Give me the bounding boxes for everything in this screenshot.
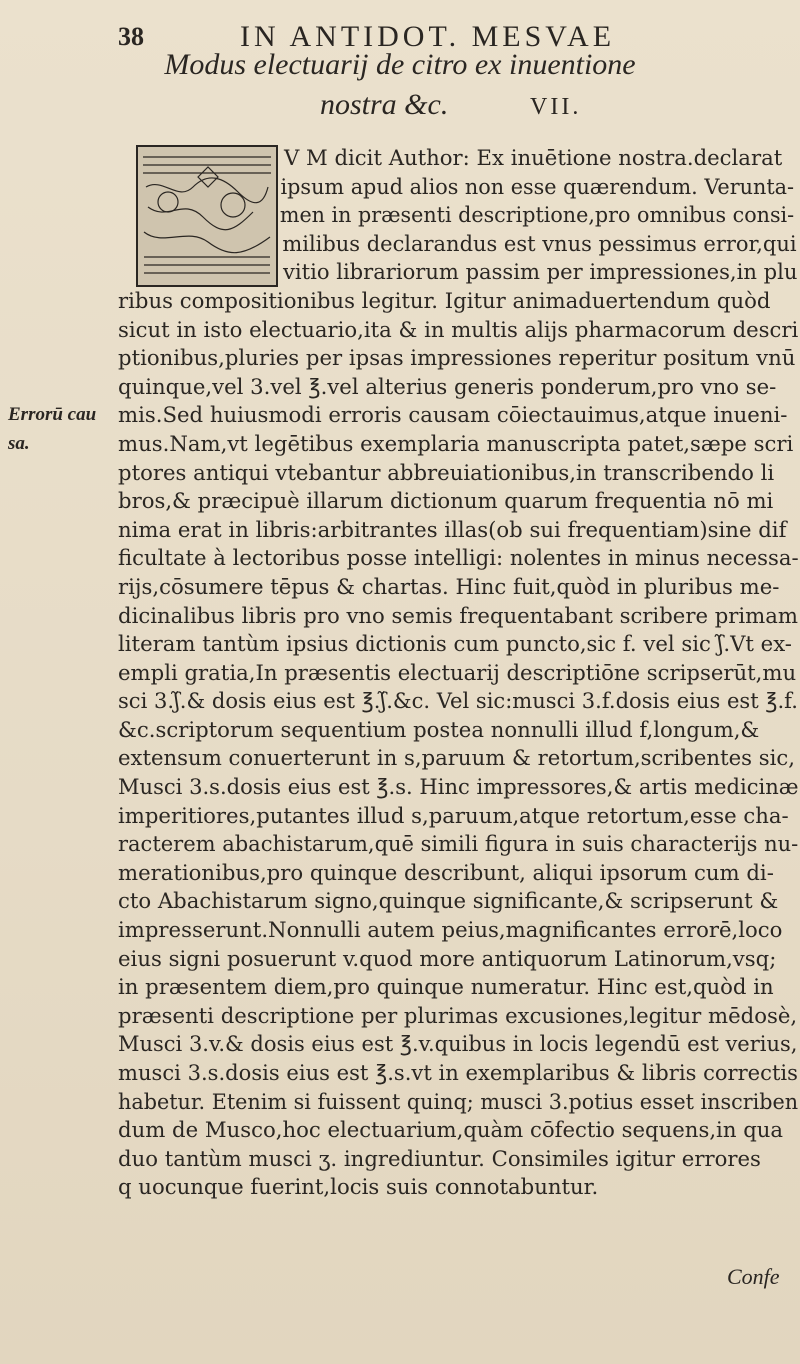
text-line: sicut in isto electuario,ita & in multis alijs pharmacorum descri [118, 316, 799, 342]
text-line: ficultate à lectoribus posse intelligi: nolentes in minus necessa- [118, 545, 799, 571]
text-line: ptores antiqui vtebantur abbreuiationibus,in transcribendo li [118, 459, 775, 485]
text-line: impresserunt.Nonnulli autem peius,magnificantes errorē,loco [118, 917, 783, 943]
text-line: mus.Nam,vt legētibus exemplaria manuscripta patet,sæpe scri [118, 430, 794, 456]
text-line: duo tantùm musci ʒ. ingrediuntur. Consimiles igitur errores [118, 1145, 761, 1171]
folio-number: 38 [118, 22, 144, 51]
page-header [0, 12, 800, 52]
text-line: imperitiores,putantes illud s,paruum,atque retortum,esse cha- [118, 802, 789, 828]
text-line: ptionibus,pluries per ipsas impressiones reperitur positum vnū [118, 345, 796, 371]
text-line: &c.scriptorum sequentium postea nonnulli illud f,longum,& [118, 716, 760, 742]
text-line: ipsum apud alios non esse quærendum. Verunta- [280, 173, 795, 199]
text-line: extensum conuerterunt in s,paruum & retortum,scribentes sic, [118, 745, 795, 771]
text-line: eius signi posuerunt v.quod more antiquorum Latinorum,vsq; [118, 945, 777, 971]
text-line: ribus compositionibus legitur. Igitur animaduertendum quòd [118, 287, 771, 313]
text-line: habetur. Etenim si fuissent quinq; musci 3.potius esset inscriben [118, 1088, 799, 1114]
text-line: præsenti descriptione per plurimas excusiones,legitur mēdosè, [118, 1002, 798, 1028]
chapter-number: VII. [530, 94, 582, 120]
text-line: quinque,vel 3.vel ℥.vel alterius generis ponderum,pro vno se- [118, 373, 777, 399]
margin-note-line: sa. [8, 433, 30, 454]
text-line: in præsentem diem,pro quinque numeratur. Hinc est,quòd in [118, 974, 774, 1000]
text-line: Musci 3.v.& dosis eius est ℥.v.quibus in locis legendū est verius, [118, 1031, 798, 1057]
main-text-block [118, 144, 798, 1202]
text-line: dum de Musco,hoc electuarium,quàm cōfectio sequens,in qua [118, 1117, 784, 1143]
text-line: empli gratia,In præsentis electuarij descriptiōne scripserūt,mu [118, 659, 797, 685]
text-line: racterem abachistarum,quē simili figura in suis characterijs nu- [118, 831, 799, 857]
running-head: IN ANTIDOT. MESVAE [240, 20, 616, 53]
margin-note [8, 400, 96, 458]
text-line: merationibus,pro quinque describunt, aliqui ipsorum cum di- [118, 859, 774, 885]
text-line: milibus declarandus est vnus pessimus error,qui [282, 230, 797, 256]
catchword: Confe [727, 1264, 780, 1289]
text-line: cto Abachistarum signo,quinque significante,& scripserunt & [118, 888, 779, 914]
chapter-title-line-1: Modus electuarij de citro ex inuentione [164, 48, 636, 81]
text-line: men in præsenti descriptione,pro omnibus consi- [279, 202, 795, 228]
text-line: mis.Sed huiusmodi erroris causam cōiectauimus,atque inueni- [118, 402, 788, 428]
chapter-title-suffix: nostra &c. [320, 88, 449, 121]
margin-note-line: Errorū cau [8, 404, 97, 425]
text-line: V M dicit Author: Ex inuētione nostra.declarat [284, 145, 783, 170]
text-line: sci 3.ʃ̃.& dosis eius est ℥.ʃ̃.&c. Vel sic:musci 3.f.dosis eius est ℥.f. [118, 688, 798, 714]
text-line: musci 3.s.dosis eius est ℥.s.vt in exemplaribus & libris correctis [118, 1060, 798, 1085]
text-line: nima erat in libris:arbitrantes illas(ob sui frequentiam)sine dif [118, 516, 787, 542]
text-line: Musci 3.s.dosis eius est ℥.s. Hinc impressores,& artis medicinæ [118, 774, 799, 800]
text-line: dicinalibus libris pro vno semis frequentabant scribere primam [118, 602, 798, 628]
text-line: q uocunque fuerint,locis suis connotabuntur. [118, 1174, 599, 1200]
text-line: bros,& præcipuè illarum dictionum quarum frequentia nō mi [118, 488, 774, 514]
text-line: rijs,cōsumere tēpus & chartas. Hinc fuit,quòd in pluribus me- [118, 573, 780, 599]
text-line: vitio librariorum passim per impressiones,in plu [283, 259, 798, 285]
text-line: literam tantùm ipsius dictionis cum puncto,sic f. vel sic ʃ̃.Vt ex- [118, 631, 792, 657]
